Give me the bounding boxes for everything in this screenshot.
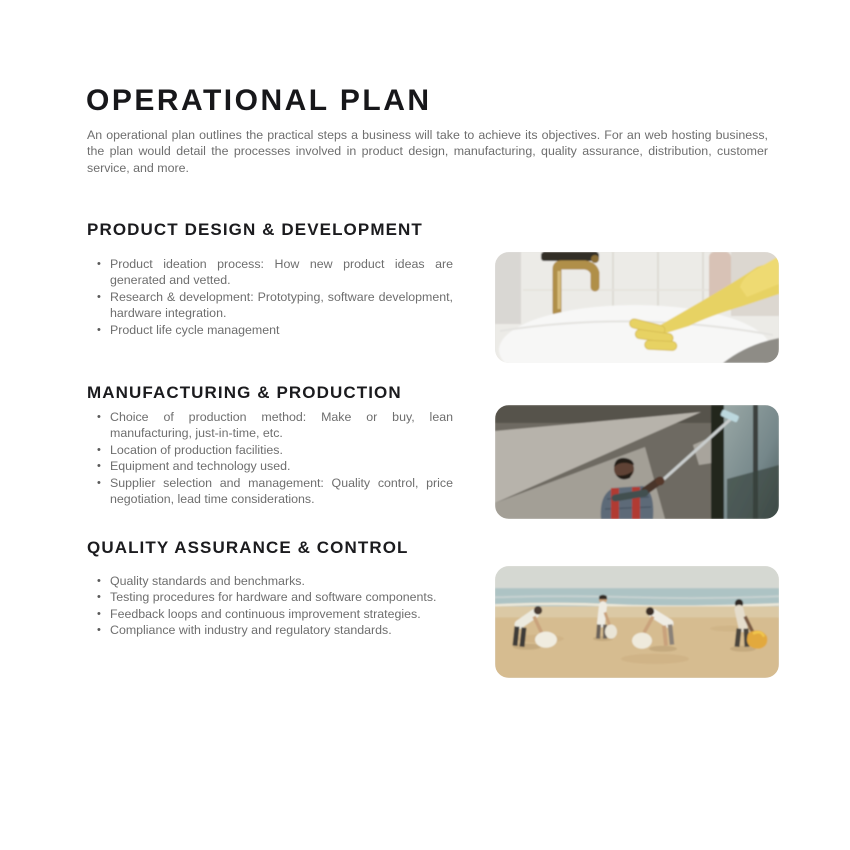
section-heading-quality: QUALITY ASSURANCE & CONTROL bbox=[87, 538, 409, 557]
list-item: • Quality standards and benchmarks. bbox=[87, 573, 453, 589]
list-item: • Testing procedures for hardware and software components. bbox=[87, 589, 453, 605]
list-item: • Product life cycle management bbox=[87, 322, 453, 338]
bullet-list-product-design bbox=[87, 256, 453, 338]
bullet-list-manufacturing bbox=[87, 409, 453, 507]
window-cleaning-photo bbox=[495, 405, 779, 519]
page-title: OPERATIONAL PLAN bbox=[86, 84, 432, 117]
list-item: • Research & development: Prototyping, software development, hardware integration. bbox=[87, 289, 453, 322]
list-item: • Choice of production method: Make or buy, lean manufacturing, just-in-time, etc. bbox=[87, 409, 453, 442]
window-cleaning-illustration bbox=[495, 405, 779, 519]
list-item: • Feedback loops and continuous improvement strategies. bbox=[87, 606, 453, 622]
beach-cleanup-illustration bbox=[495, 566, 779, 678]
list-item: • Supplier selection and management: Quality control, price negotiation, lead time considerations. bbox=[87, 475, 453, 508]
list-item: • Product ideation process: How new product ideas are generated and vetted. bbox=[87, 256, 453, 289]
list-item: • Compliance with industry and regulatory standards. bbox=[87, 622, 453, 638]
list-item: • Equipment and technology used. bbox=[87, 458, 453, 474]
section-heading-manufacturing: MANUFACTURING & PRODUCTION bbox=[87, 383, 402, 402]
section-heading-product-design: PRODUCT DESIGN & DEVELOPMENT bbox=[87, 220, 423, 239]
sink-cleaning-photo bbox=[495, 252, 779, 363]
list-item: • Location of production facilities. bbox=[87, 442, 453, 458]
sink-cleaning-illustration bbox=[495, 252, 779, 363]
intro-paragraph: An operational plan outlines the practical steps a business will take to achieve its objectives. For an web hosting business, the plan would detail the processes involved in product design, manufacturing, quality assurance, distribution, customer service, and more. bbox=[87, 128, 768, 175]
beach-cleanup-photo bbox=[495, 566, 779, 678]
bullet-list-quality bbox=[87, 573, 453, 639]
